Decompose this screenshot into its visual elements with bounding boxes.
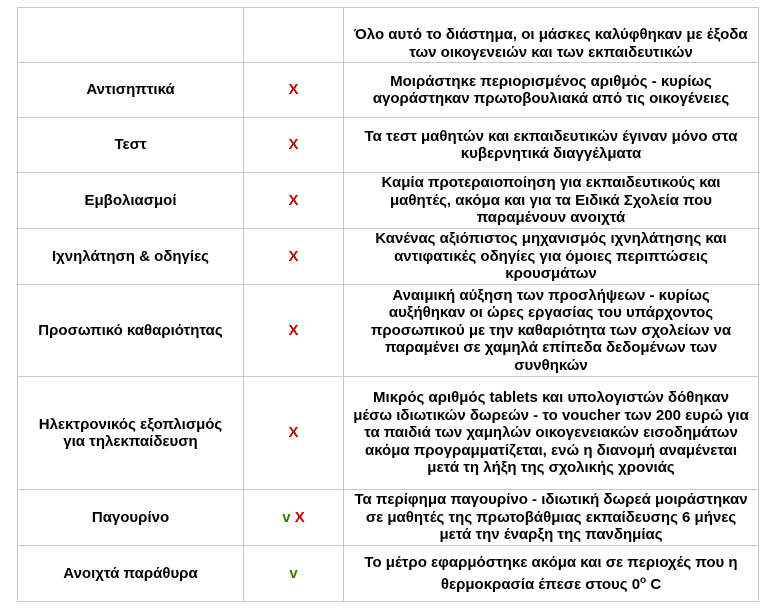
degree-superscript: ο (640, 574, 647, 586)
measure-cell: Ιχνηλάτηση & οδηγίες (18, 229, 244, 285)
table-row (18, 377, 759, 490)
status-cell (244, 490, 344, 546)
description-cell: Μοιράστηκε περιορισμένος αριθμός - κυρίως αγοράστηκαν πρωτοβουλιακά από τις οικογένειες (344, 63, 759, 118)
table-row (18, 118, 759, 173)
measures-table (17, 7, 759, 602)
measure-cell: Ηλεκτρονικός εξοπλισμός για τηλεκπαίδευση (18, 377, 244, 490)
measure-cell (18, 8, 244, 63)
table-row (18, 546, 759, 602)
x-mark: X (244, 118, 344, 173)
measure-cell: Παγουρίνο (18, 490, 244, 546)
description-cell: Τα τεστ μαθητών και εκπαιδευτικών έγιναν μόνο στα κυβερνητικά διαγγέλματα (344, 118, 759, 173)
measure-cell: Εμβολιασμοί (18, 173, 244, 229)
measure-cell: Ανοιχτά παράθυρα (18, 546, 244, 602)
x-mark: X (244, 377, 344, 490)
description-cell: Κανένας αξιόπιστος μηχανισμός ιχνηλάτησης και αντιφατικές οδηγίες για όμοιες περιπτώσεις κρουσμάτων (344, 229, 759, 285)
description-cell: Αναιμική αύξηση των προσλήψεων - κυρίως αυξήθηκαν οι ώρες εργασίας του υπάρχοντος προσωπικού με την καθαριότητα των σχολείων να παραμένει σε χαμηλά επίπεδα δεδομένων των συνθηκών (344, 285, 759, 377)
table-row (18, 285, 759, 377)
description-cell (344, 546, 759, 602)
x-mark: X (244, 63, 344, 118)
table-row (18, 173, 759, 229)
table-row (18, 63, 759, 118)
description-text: Το μέτρο εφαρμόστηκε ακόμα και σε περιοχές που η θερμοκρασία έπεσε στους 0 (364, 554, 738, 593)
description-cell: Μικρός αριθμός tablets και υπολογιστών δόθηκαν μέσω ιδιωτικών δωρεών - το voucher των 200 ευρώ για τα παιδιά των χαμηλών οικογενειακών εισοδημάτων ακόμα προγραμματίζεται, ενώ η διανομή αναμένεται μετά τη λήξη της σχολικής χρονιάς (344, 377, 759, 490)
measure-cell: Αντισηπτικά (18, 63, 244, 118)
x-mark: X (244, 229, 344, 285)
v-mark: v (244, 546, 344, 602)
unit-text: C (646, 575, 662, 593)
measure-cell: Προσωπικό καθαριότητας (18, 285, 244, 377)
table-row (18, 229, 759, 285)
table-row (18, 490, 759, 546)
description-cell: Όλο αυτό το διάστημα, οι μάσκες καλύφθηκαν με έξοδα των οικογενειών και των εκπαιδευτικών (344, 8, 759, 63)
description-cell: Τα περίφημα παγουρίνο - ιδιωτική δωρεά μοιράστηκαν σε μαθητές της πρωτοβάθμιας εκπαίδευσης 6 μήνες μετά την έναρξη της πανδημίας (344, 490, 759, 546)
v-mark: v (282, 508, 291, 526)
measure-cell: Τεστ (18, 118, 244, 173)
status-cell (244, 8, 344, 63)
x-mark: X (244, 173, 344, 229)
table-row (18, 8, 759, 63)
x-mark: X (244, 285, 344, 377)
description-cell: Καμία προτεραιοποίηση για εκπαιδευτικούς και μαθητές, ακόμα και για τα Ειδικά Σχολεία που παραμένουν ανοιχτά (344, 173, 759, 229)
x-mark: X (294, 508, 305, 526)
